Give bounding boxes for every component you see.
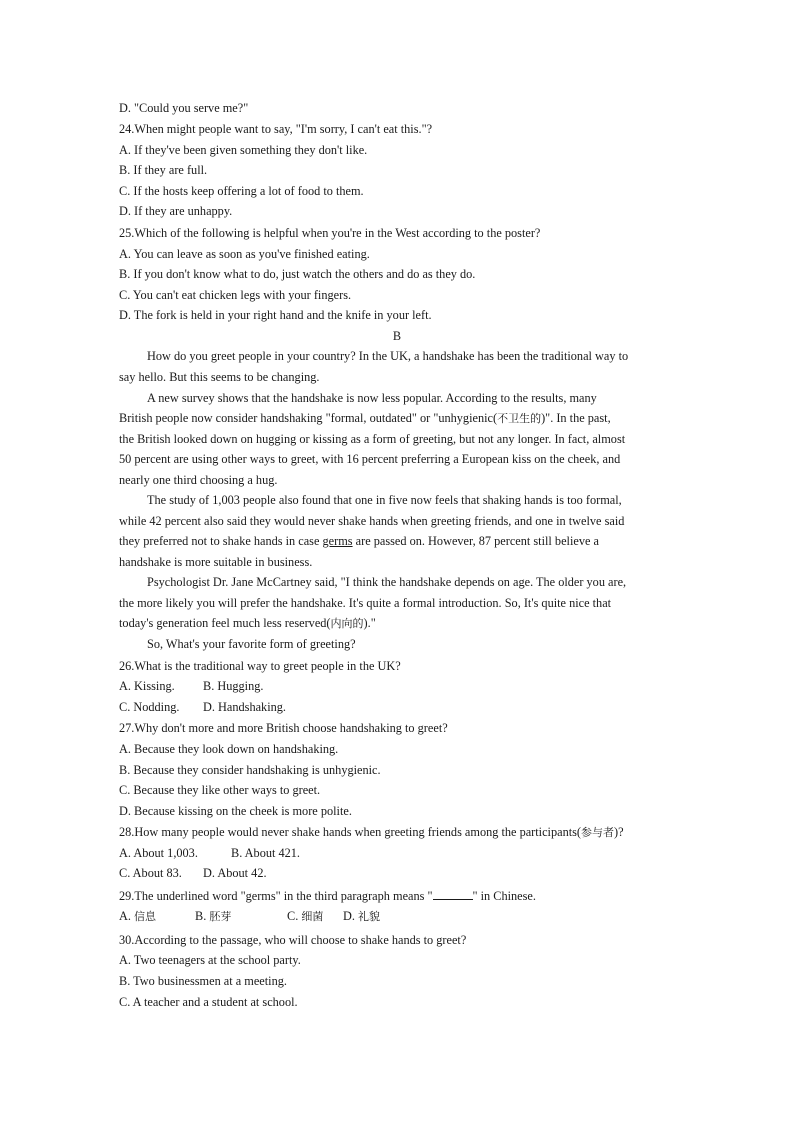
passage-p2-line4: 50 percent are using other ways to greet, with 16 percent preferring a European kiss on the cheek, and [119,452,621,466]
passage-p3-line1: The study of 1,003 people also found that one in five now feels that shaking hands is too formal, [147,493,622,507]
q29-option-b: B. 胚芽 [195,909,232,923]
passage-p4-line1: Psychologist Dr. Jane McCartney said, "I think the handshake depends on age. The older you are, [147,575,627,589]
q29-stem: 29.The underlined word "germs" in the third paragraph means " " in Chinese. [119,889,536,903]
underlined-word-germs: germs [322,534,353,548]
gloss-participants: 参与者 [581,826,615,839]
q26-options-row1 [119,678,263,694]
q30-option-a: A. Two teenagers at the school party. [119,953,301,967]
q28-options-row1 [119,845,300,861]
q23-option-d: D. "Could you serve me?" [119,101,249,115]
q29-option-a: A. 信息 [119,909,157,923]
q29-option-d: D. 礼貌 [343,909,381,923]
q27-stem: 27.Why don't more and more British choose handshaking to greet? [119,721,448,735]
q25-option-d: D. The fork is held in your right hand and the knife in your left. [119,308,432,322]
passage-p4-line2: the more likely you will prefer the handshake. It's quite a formal introduction. So, It's quite nice that [119,596,612,610]
q28-options-row2 [119,865,267,881]
q24-option-d: D. If they are unhappy. [119,204,233,218]
q26-options-row2 [119,699,286,715]
q24-option-c: C. If the hosts keep offering a lot of food to them. [119,184,364,198]
q28-option-d: D. About 42. [203,866,267,880]
passage-p2-line5: nearly one third choosing a hug. [119,473,278,487]
passage-p1-line1: How do you greet people in your country? In the UK, a handshake has been the traditional way to [147,349,629,363]
answer-blank [433,888,473,900]
section-heading: B [392,329,402,343]
passage-p2-line1: A new survey shows that the handshake is now less popular. According to the results, many [147,391,597,405]
passage-p4-line3: today's generation feel much less reserved(内向的)." [119,616,376,630]
passage-p2-line3: the British looked down on hugging or kissing as a form of greeting, but not any longer. In fact, almost [119,432,626,446]
passage-p5: So, What's your favorite form of greeting? [147,637,356,651]
q27-option-a: A. Because they look down on handshaking. [119,742,339,756]
q28-option-c: C. About 83. [119,866,182,880]
passage-p3-line4: handshake is more suitable in business. [119,555,313,569]
q29-options [119,908,380,925]
q26-option-c: C. Nodding. [119,700,180,714]
q24-option-b: B. If they are full. [119,163,208,177]
q27-option-b: B. Because they consider handshaking is unhygienic. [119,763,381,777]
q26-option-a: A. Kissing. [119,679,175,693]
q26-stem: 26.What is the traditional way to greet people in the UK? [119,659,401,673]
q27-option-c: C. Because they like other ways to greet. [119,783,321,797]
q25-option-c: C. You can't eat chicken legs with your fingers. [119,288,352,302]
q30-option-b: B. Two businessmen at a meeting. [119,974,287,988]
q28-stem: 28.How many people would never shake hands when greeting friends among the participants(参与者)? [119,825,624,839]
q30-option-c: C. A teacher and a student at school. [119,995,298,1009]
passage-p3-line2: while 42 percent also said they would never shake hands when greeting friends, and one in twelve said [119,514,625,528]
q24-option-a: A. If they've been given something they don't like. [119,143,368,157]
gloss-unhygienic: 不卫生的 [497,412,542,425]
passage-p3-line3: they preferred not to shake hands in case germs are passed on. However, 87 percent still believe a [119,534,599,548]
passage-p2-line2: British people now consider handshaking "formal, outdated" or "unhygienic(不卫生的)". In the past, [119,411,611,425]
gloss-reserved: 内向的 [330,617,364,630]
passage-p1-line2: say hello. But this seems to be changing. [119,370,320,384]
q27-option-d: D. Because kissing on the cheek is more polite. [119,804,352,818]
q26-option-d: D. Handshaking. [203,700,286,714]
q24-stem: 24.When might people want to say, "I'm sorry, I can't eat this."? [119,122,433,136]
q25-option-b: B. If you don't know what to do, just watch the others and do as they do. [119,267,476,281]
q30-stem: 30.According to the passage, who will choose to shake hands to greet? [119,933,467,947]
q28-option-b: B. About 421. [231,846,301,860]
q29-option-c: C. 细菌 [287,909,324,923]
q28-option-a: A. About 1,003. [119,846,198,860]
q26-option-b: B. Hugging. [203,679,264,693]
q25-option-a: A. You can leave as soon as you've finished eating. [119,247,370,261]
q25-stem: 25.Which of the following is helpful when you're in the West according to the poster? [119,226,541,240]
